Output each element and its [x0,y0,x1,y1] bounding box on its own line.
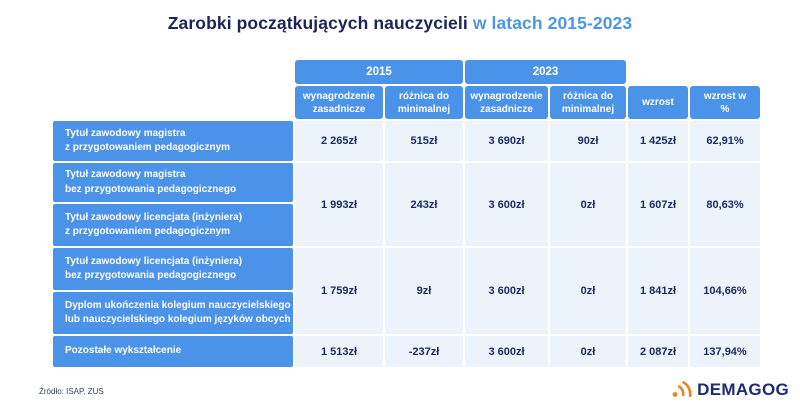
row-label-other-education: Pozostałe wykształcenie [53,336,293,367]
cell-value: 2 265zł [295,121,383,161]
page-title-main: Zarobki początkujących nauczycieli [167,13,468,33]
column-header-base-salary-2015: wynagrodzenie zasadnicze [295,86,383,119]
cell-value: 62,91% [690,121,760,161]
cell-value: 0zł [550,163,626,246]
column-header-base-salary-2023: wynagrodzenie zasadnicze [465,86,548,119]
source-note: Źródło: ISAP, ZUS [39,387,104,396]
page-title [0,13,800,34]
demagog-logo [671,379,789,400]
row-label-master-with-pedagogy: Tytuł zawodowy magistra z przygotowaniem pedagogicznym [53,121,293,161]
page-title-accent: w latach 2015-2023 [472,13,633,33]
brand-name: DEMAGOG [697,379,789,399]
column-header-growth: wzrost [628,86,688,119]
cell-value: 515zł [385,121,463,161]
row-label-bachelor-without-pedagogy: Tytuł zawodowy licencjata (inżyniera) bez przygotowania pedagogicznego [53,248,293,290]
sound-waves-icon [671,379,694,400]
column-header-growth-percent: wzrost w % [690,86,760,119]
cell-value: 90zł [550,121,626,161]
cell-value: 1 993zł [295,163,383,246]
row-label-master-without-pedagogy: Tytuł zawodowy magistra bez przygotowania pedagogicznego [53,163,293,202]
cell-value: 3 690zł [465,121,548,161]
cell-value: 3 600zł [465,248,548,334]
cell-value: 0zł [550,248,626,334]
cell-value: 3 600zł [465,336,548,367]
cell-value: 1 425zł [628,121,688,161]
cell-value: -237zł [385,336,463,367]
cell-value: 3 600zł [465,163,548,246]
column-header-diff-minimum-2015: różnica do minimalnej [385,86,463,119]
salary-table [53,60,760,367]
row-label-bachelor-with-pedagogy: Tytuł zawodowy licencjata (inżyniera) z przygotowaniem pedagogicznym [53,204,293,246]
cell-value: 9zł [385,248,463,334]
cell-value: 80,63% [690,163,760,246]
cell-value: 2 087zł [628,336,688,367]
cell-value: 1 513zł [295,336,383,367]
cell-value: 104,66% [690,248,760,334]
cell-value: 1 607zł [628,163,688,246]
row-label-teacher-college-diploma: Dyplom ukończenia kolegium nauczycielskiego lub nauczycielskiego kolegium języków obcych [53,292,293,334]
cell-value: 0zł [550,336,626,367]
column-header-diff-minimum-2023: różnica do minimalnej [550,86,626,119]
year-group-2023: 2023 [465,60,626,84]
cell-value: 137,94% [690,336,760,367]
year-group-2015: 2015 [295,60,463,84]
cell-value: 243zł [385,163,463,246]
cell-value: 1 841zł [628,248,688,334]
cell-value: 1 759zł [295,248,383,334]
